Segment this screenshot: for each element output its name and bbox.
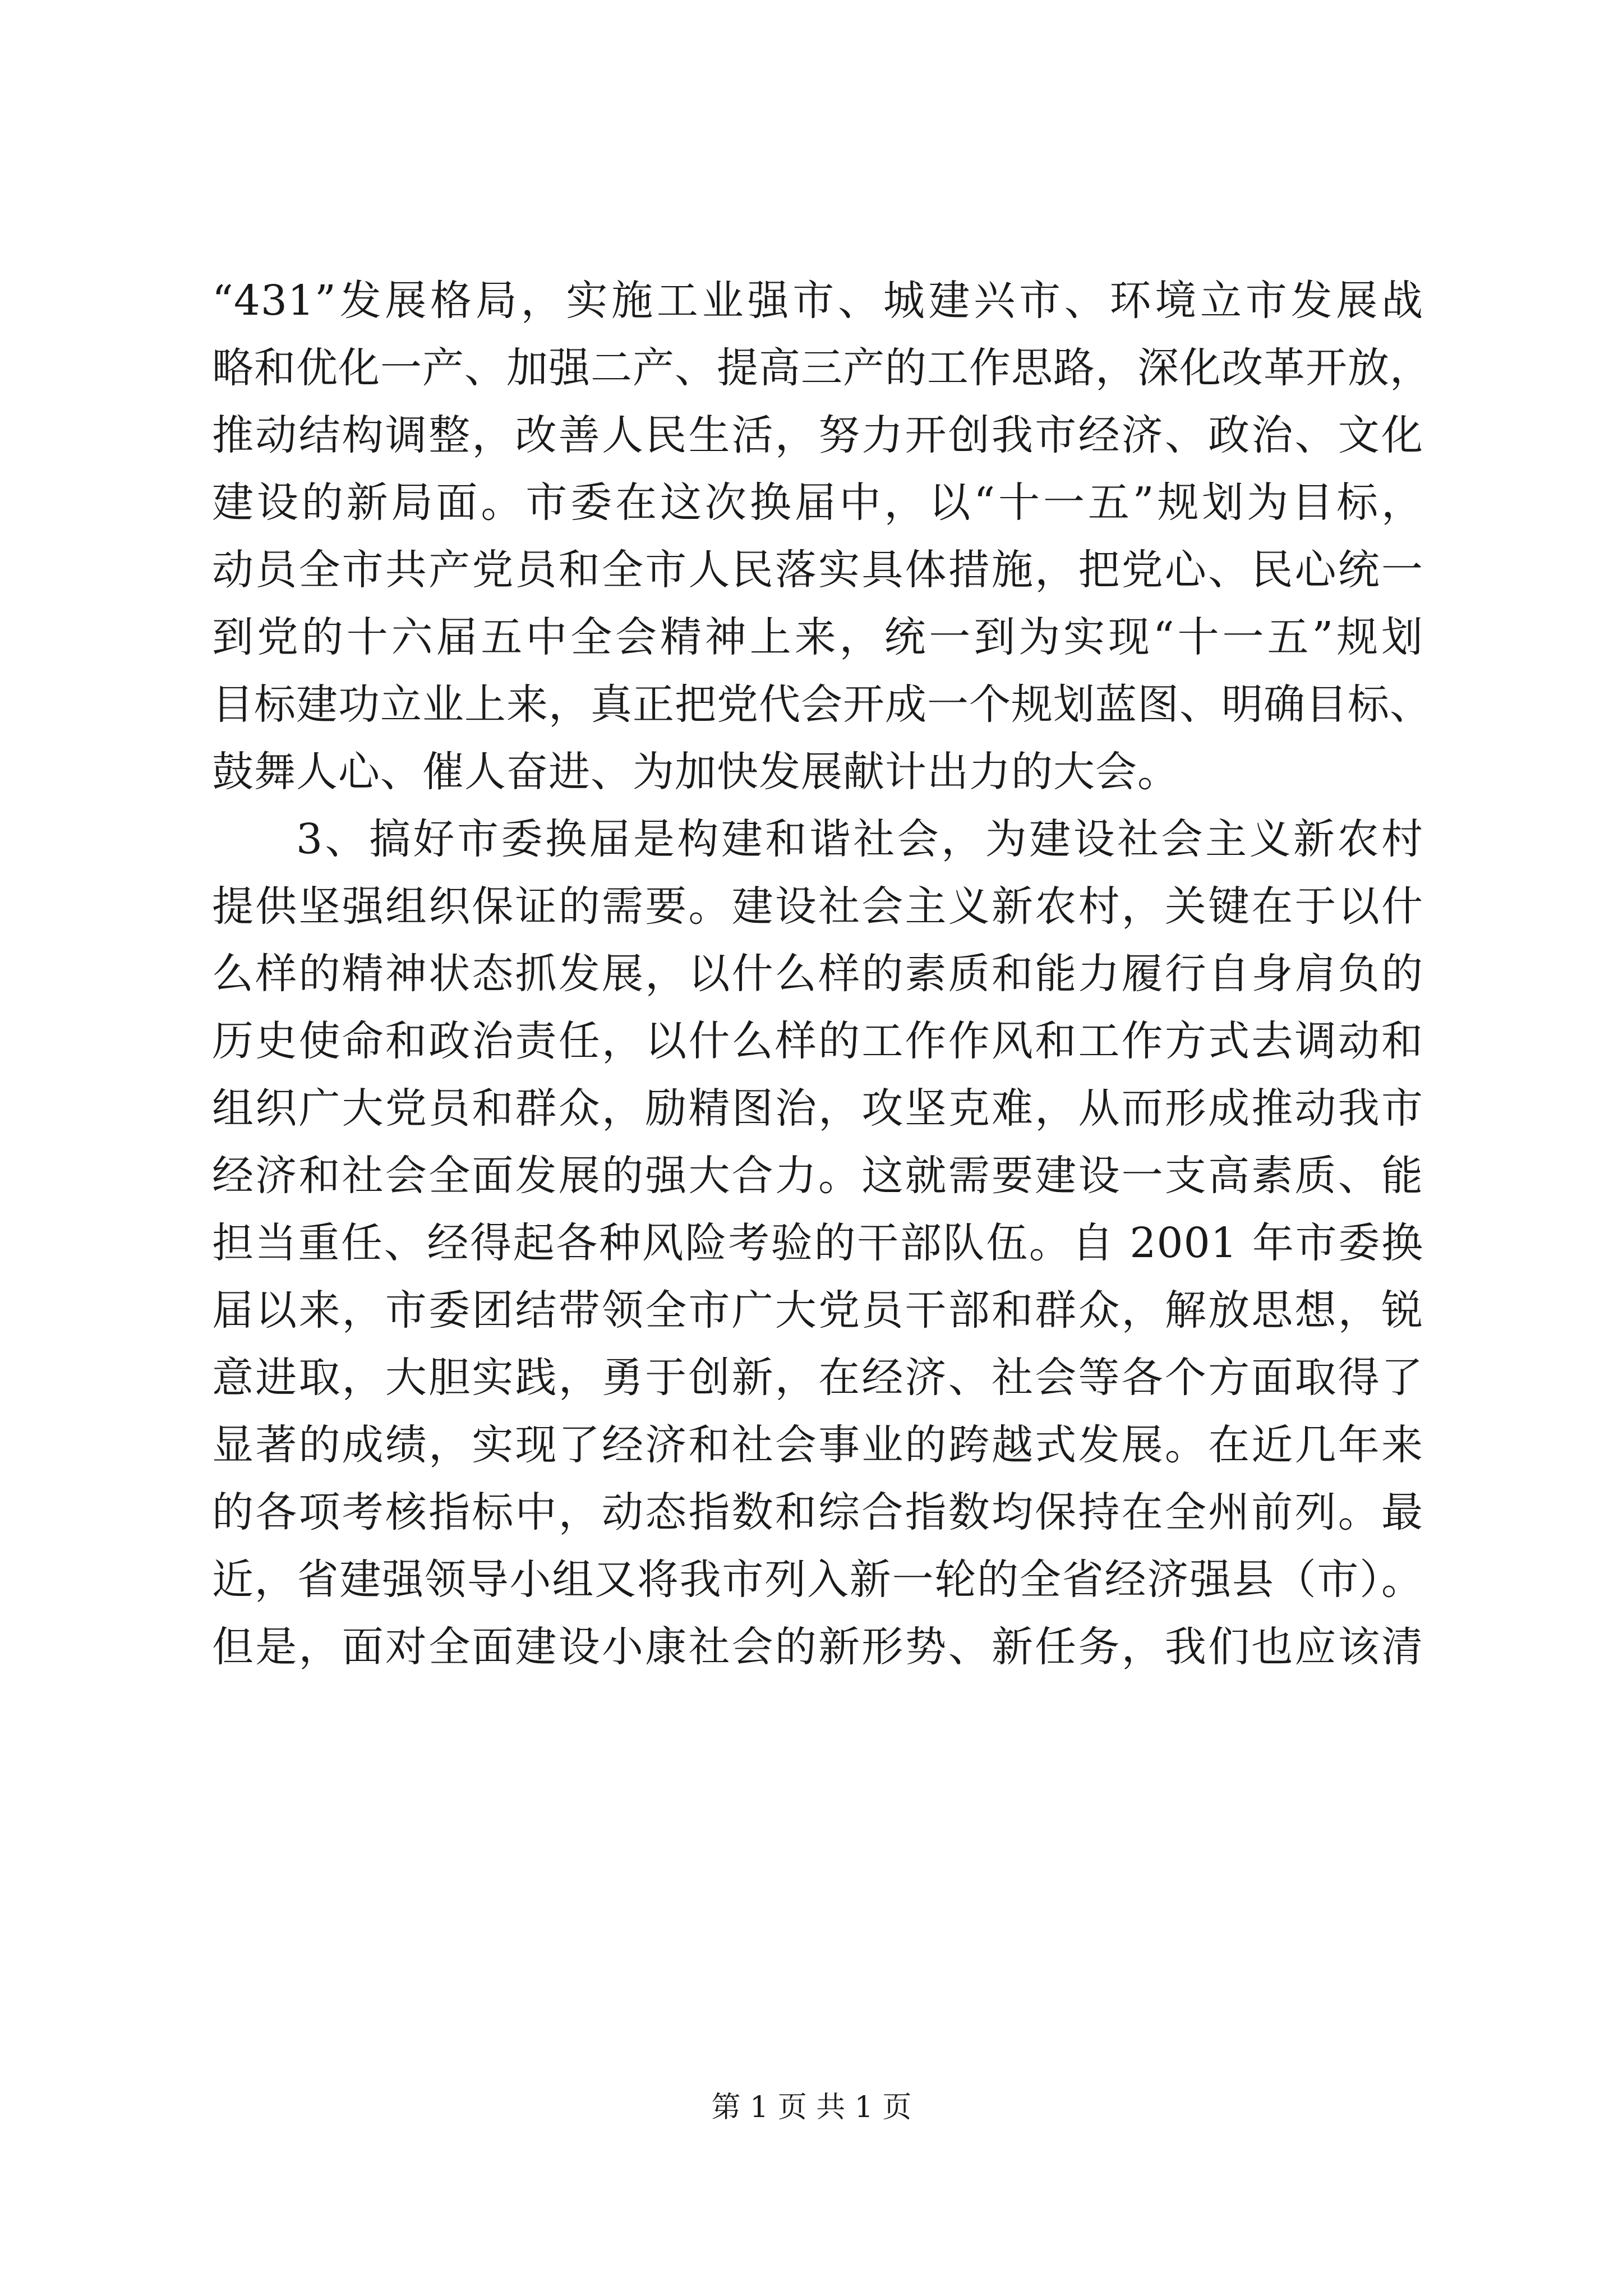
text-line: 么样的精神状态抓发展，以什么样的素质和能力履行自身肩负的 — [212, 950, 1423, 998]
text-line: 到党的十六届五中全会精神上来，统一到为实现“十一五”规划 — [212, 613, 1423, 661]
text-line: 担当重任、经得起各种风险考验的干部队伍。自 2001 年市委换 — [212, 1219, 1423, 1267]
text-line: 近，省建强领导小组又将我市列入新一轮的全省经济强县（市）。 — [212, 1556, 1423, 1604]
text-line: 的各项考核指标中，动态指数和综合指数均保持在全州前列。最 — [212, 1488, 1423, 1536]
paragraph-start-line: 3、搞好市委换届是构建和谐社会，为建设社会主义新农村 — [296, 815, 1423, 863]
text-line: 推动结构调整，改善人民生活，努力开创我市经济、政治、文化 — [212, 411, 1423, 459]
text-line: 略和优化一产、加强二产、提高三产的工作思路，深化改革开放， — [212, 344, 1432, 392]
text-line: 目标建功立业上来，真正把党代会开成一个规划蓝图、明确目标、 — [212, 680, 1432, 729]
text-line: 鼓舞人心、催人奋进、为加快发展献计出力的大会。 — [212, 748, 1179, 796]
document-body — [212, 267, 1432, 1681]
text-line: 提供坚强组织保证的需要。建设社会主义新农村，关键在于以什 — [212, 882, 1423, 931]
text-line: “431”发展格局，实施工业强市、城建兴市、环境立市发展战 — [212, 277, 1423, 325]
text-line: 意进取，大胆实践，勇于创新，在经济、社会等各个方面取得了 — [212, 1354, 1423, 1402]
text-line: 动员全市共产党员和全市人民落实具体措施，把党心、民心统一 — [212, 546, 1423, 594]
text-line: 建设的新局面。市委在这次换届中，以“十一五”规划为目标， — [212, 478, 1423, 527]
text-line: 经济和社会全面发展的强大合力。这就需要建设一支高素质、能 — [212, 1152, 1423, 1200]
text-line: 历史使命和政治责任，以什么样的工作作风和工作方式去调动和 — [212, 1017, 1423, 1065]
text-line: 组织广大党员和群众，励精图治，攻坚克难，从而形成推动我市 — [212, 1084, 1423, 1133]
text-line: 但是，面对全面建设小康社会的新形势、新任务，我们也应该清 — [212, 1623, 1423, 1671]
text-line: 届以来，市委团结带领全市广大党员干部和群众，解放思想，锐 — [212, 1286, 1423, 1335]
text-line: 显著的成绩，实现了经济和社会事业的跨越式发展。在近几年来 — [212, 1421, 1423, 1469]
page-number-footer: 第 1 页 共 1 页 — [711, 2091, 912, 2124]
